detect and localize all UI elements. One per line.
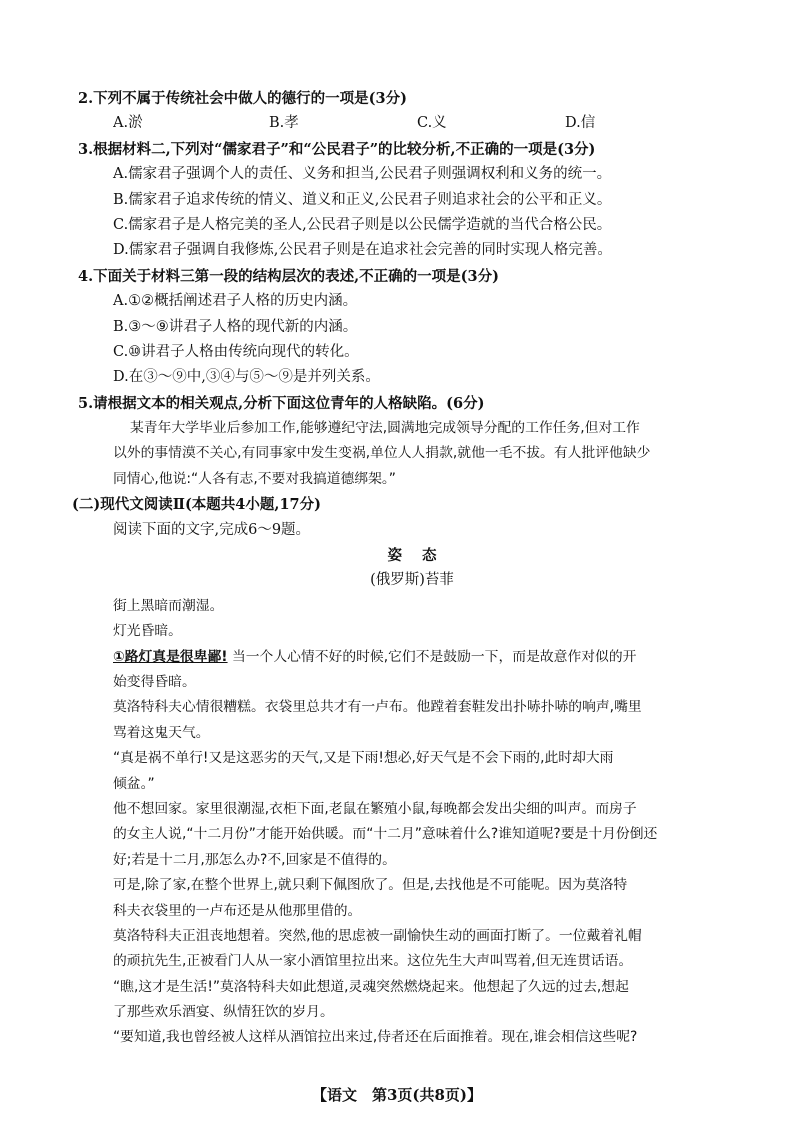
story-paragraph-line: 可是,除了家,在整个世界上,就只剩下佩图欣了。但是,去找他是不可能呢。因为莫洛特 [113, 877, 628, 894]
story-paragraph-line: 倾盆。” [113, 775, 155, 792]
story-paragraph-line: 莫洛特科夫心情很糟糕。衣袋里总共才有一卢布。他蹚着套鞋发出扑哧扑哧的响声,嘴里 [113, 699, 642, 716]
question-5-material-line: 以外的事情漠不关心,有同事家中发生变祸,单位人人捐款,就他一毛不拔。有人批评他缺少 [113, 445, 651, 462]
question-2-option-a: A.淤 [113, 115, 143, 132]
question-5-material-line: 某青年大学毕业后参加工作,能够遵纪守法,圆满地完成领导分配的工作任务,但对工作 [130, 420, 640, 437]
section-instruction: 阅读下面的文字,完成6～9题。 [113, 521, 311, 538]
question-3-option-c: C.儒家君子是人格完美的圣人,公民君子则是以公民儒学造就的当代合格公民。 [113, 216, 612, 233]
question-4-option-d: D.在③～⑨中,③④与⑤～⑨是并列关系。 [113, 369, 380, 386]
story-paragraph-line: 好;若是十二月,那怎么办?不,回家是不值得的。 [113, 851, 396, 868]
question-2-stem: 2.下列不属于传统社会中做人的德行的一项是(3分) [78, 90, 407, 107]
story-paragraph-line: 的顽抗先生,正被看门人从一家小酒馆里拉出来。这位先生大声叫骂着,但无连贯话语。 [113, 953, 633, 970]
question-2-option-b: B.孝 [269, 115, 299, 132]
story-paragraph-line: “瞧,这才是生活!”莫洛特科夫如此想道,灵魂突然燃烧起来。他想起了久远的过去,想起 [113, 978, 629, 995]
question-3-option-a: A.儒家君子强调个人的责任、义务和担当,公民君子则强调权利和义务的统一。 [113, 166, 612, 183]
question-3-option-d: D.儒家君子强调自我修炼,公民君子则是在追求社会完善的同时实现人格完善。 [113, 242, 612, 259]
story-paragraph-line: “真是祸不单行!又是这恶劣的天气,又是下雨!想必,好天气是不会下雨的,此时却大雨 [113, 750, 614, 767]
question-2-option-c: C.义 [417, 115, 447, 132]
story-paragraph-line: 的女主人说,“十二月份”才能开始供暖。而“十二月”意味着什么?谁知道呢?要是十月份倒还 [113, 826, 658, 843]
story-title: 姿态 [387, 547, 457, 565]
question-5-material-line: 同情心,他说:“人各有志,不要对我搞道德绑架。” [113, 470, 396, 487]
story-paragraph: 灯光昏暗。 [113, 623, 182, 640]
story-paragraph-line: “要知道,我也曾经被人这样从酒馆拉出来过,侍者还在后面推着。现在,谁会相信这些呢? [113, 1029, 638, 1046]
question-4-stem: 4.下面关于材料三第一段的结构层次的表述,不正确的一项是(3分) [78, 267, 499, 285]
question-2-options [78, 111, 746, 136]
section-heading: (二)现代文阅读Ⅱ(本题共4小题,17分) [72, 496, 321, 514]
question-3-stem: 3.根据材料二,下列对“儒家君子”和“公民君子”的比较分析,不正确的一项是(3分) [78, 140, 596, 158]
story-paragraph-line: 骂着这鬼天气。 [113, 724, 210, 741]
page-footer: 【语文 第3页(共8页)】 [311, 1086, 483, 1104]
story-paragraph-line: 科夫衣袋里的一卢布还是从他那里借的。 [113, 902, 362, 919]
story-paragraph-line: 了那些欢乐酒宴、纵情狂饮的岁月。 [113, 1004, 334, 1021]
story-paragraph-marked [78, 645, 746, 670]
story-paragraph: 街上黑暗而潮湿。 [113, 597, 224, 614]
question-3-option-b: B.儒家君子追求传统的情义、道义和正义,公民君子则追求社会的公平和正义。 [113, 191, 612, 208]
question-4-option-c: C.⑩讲君子人格由传统向现代的转化。 [113, 343, 359, 360]
story-paragraph-line: 他不想回家。家里很潮湿,衣柜下面,老鼠在繁殖小鼠,每晚都会发出尖细的叫声。而房子 [113, 800, 637, 817]
story-paragraph-line: 始变得昏暗。 [113, 673, 196, 690]
story-paragraph-text: 当一个人心情不好的时候,它们不是鼓励一下，而是故意作对似的开 [227, 648, 637, 665]
story-author: (俄罗斯)苔菲 [370, 572, 454, 589]
question-2-option-d: D.信 [565, 115, 596, 132]
question-5-stem: 5.请根据文本的相关观点,分析下面这位青年的人格缺陷。(6分) [78, 394, 485, 412]
question-4-option-b: B.③～⑨讲君子人格的现代新的内涵。 [113, 318, 358, 335]
story-paragraph-line: 莫洛特科夫正沮丧地想着。突然,他的思虑被一副愉快生动的画面打断了。一位戴着礼帽 [113, 927, 642, 944]
question-4-option-a: A.①②概括阐述君子人格的历史内涵。 [113, 293, 358, 310]
marked-sentence-1: ①路灯真是很卑鄙! [113, 648, 228, 665]
